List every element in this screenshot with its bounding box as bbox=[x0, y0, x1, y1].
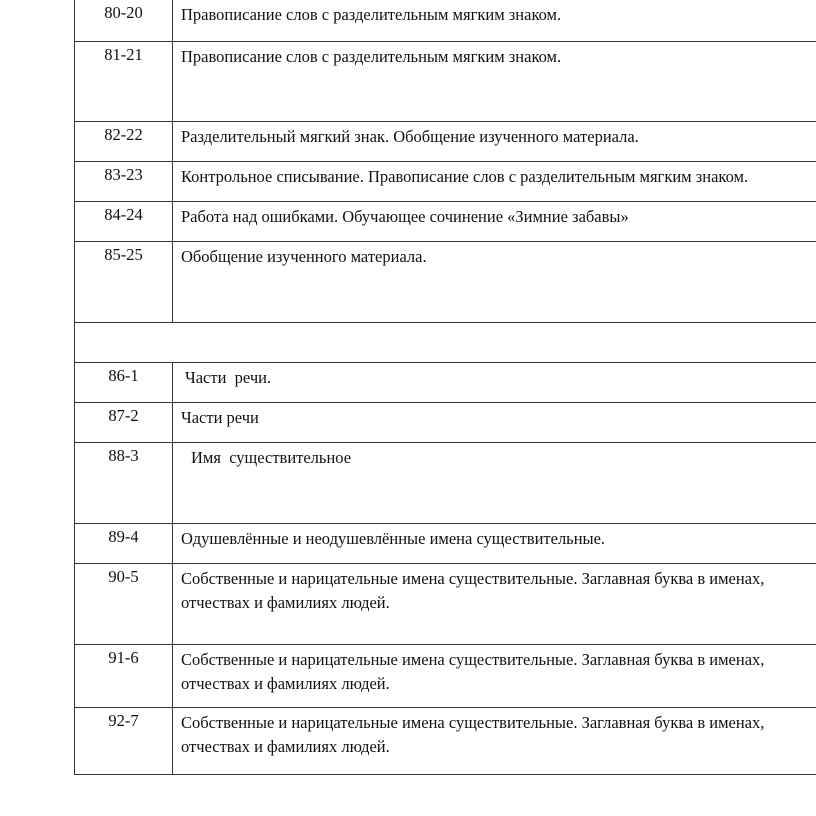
lesson-number: 81-21 bbox=[75, 42, 173, 122]
lesson-topic: Обобщение изученного материала. bbox=[173, 242, 816, 323]
table-row bbox=[75, 524, 816, 564]
lesson-number: 89-4 bbox=[75, 524, 173, 564]
section-divider-row bbox=[75, 323, 816, 363]
lesson-topic: Контрольное списывание. Правописание слов с разделительным мягким знаком. bbox=[173, 162, 816, 202]
table-row bbox=[75, 162, 816, 202]
table-row bbox=[75, 363, 816, 403]
lesson-number: 84-24 bbox=[75, 202, 173, 242]
lesson-number: 85-25 bbox=[75, 242, 173, 323]
lesson-number: 92-7 bbox=[75, 708, 173, 775]
lesson-topic: Собственные и нарицательные имена существительные. Заглавная буква в именах, отчествах и фамилиях людей. bbox=[173, 645, 816, 708]
lesson-number: 83-23 bbox=[75, 162, 173, 202]
lesson-topic: Правописание слов с разделительным мягким знаком. bbox=[173, 0, 816, 42]
lesson-topic: Части речи. bbox=[173, 363, 816, 403]
table-row bbox=[75, 202, 816, 242]
lesson-number: 88-3 bbox=[75, 443, 173, 524]
lesson-topic: Работа над ошибками. Обучающее сочинение «Зимние забавы» bbox=[173, 202, 816, 242]
lesson-topic: Части речи bbox=[173, 403, 816, 443]
table-row bbox=[75, 645, 816, 708]
table-row bbox=[75, 564, 816, 645]
table-row bbox=[75, 42, 816, 122]
lesson-number: 82-22 bbox=[75, 122, 173, 162]
section-divider-cell bbox=[75, 323, 816, 363]
lesson-plan-table bbox=[74, 0, 816, 775]
table-row bbox=[75, 122, 816, 162]
lesson-topic: Имя существительное bbox=[173, 443, 816, 524]
lesson-number: 87-2 bbox=[75, 403, 173, 443]
lesson-number: 91-6 bbox=[75, 645, 173, 708]
table-row bbox=[75, 242, 816, 323]
lesson-topic: Собственные и нарицательные имена существительные. Заглавная буква в именах, отчествах и фамилиях людей. bbox=[173, 564, 816, 645]
lesson-topic: Одушевлённые и неодушевлённые имена существительные. bbox=[173, 524, 816, 564]
table-row bbox=[75, 443, 816, 524]
table-row bbox=[75, 0, 816, 42]
lesson-topic: Разделительный мягкий знак. Обобщение изученного материала. bbox=[173, 122, 816, 162]
lesson-number: 90-5 bbox=[75, 564, 173, 645]
table-row bbox=[75, 708, 816, 775]
lesson-topic: Правописание слов с разделительным мягким знаком. bbox=[173, 42, 816, 122]
table-row bbox=[75, 403, 816, 443]
lesson-topic: Собственные и нарицательные имена существительные. Заглавная буква в именах, отчествах и фамилиях людей. bbox=[173, 708, 816, 775]
lesson-number: 80-20 bbox=[75, 0, 173, 42]
lesson-number: 86-1 bbox=[75, 363, 173, 403]
